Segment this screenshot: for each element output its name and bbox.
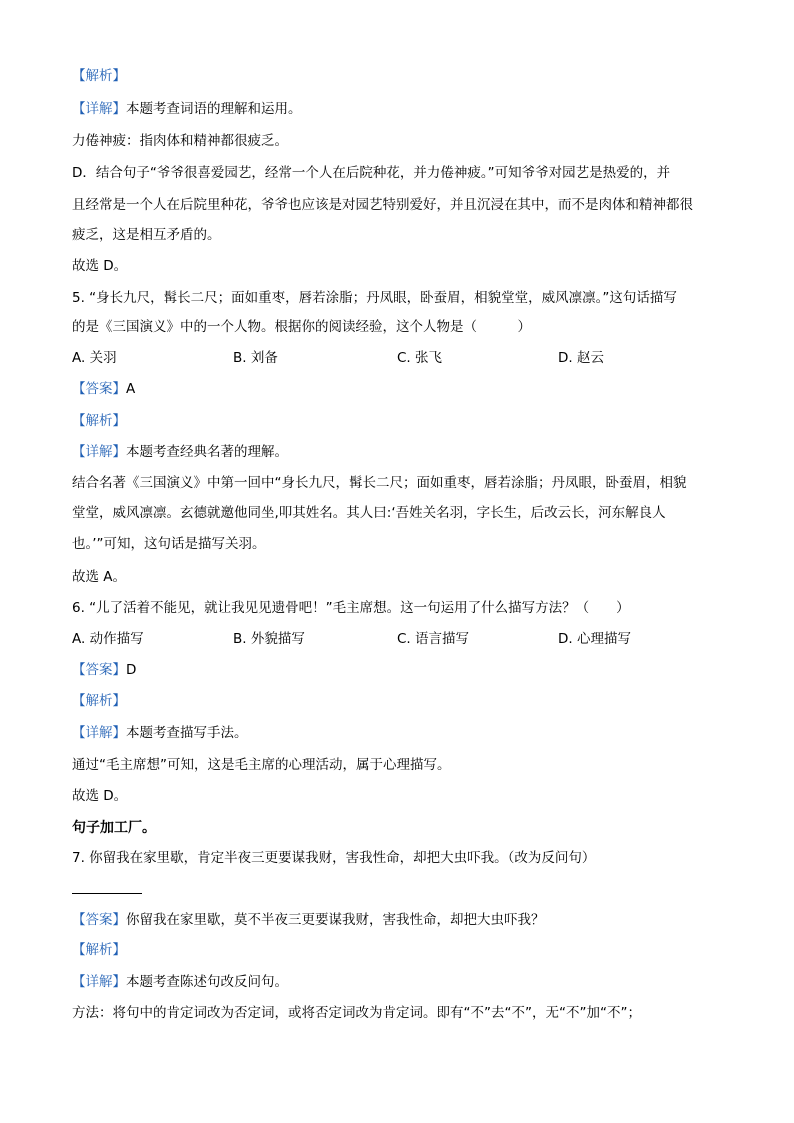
answer-line: 【答案】你留我在家里歇，莫不半夜三更要谋我财，害我性命，却把大虫吓我？ xyxy=(72,912,545,928)
detail-line: 【详解】本题考查词语的理解和运用。 xyxy=(72,101,302,117)
text-line: 方法：将句中的肯定词改为否定词，或将否定词改为肯定词。即有“不”去“不”，无“不”加“不”； xyxy=(72,1005,641,1021)
q6-option-b: B. 外貌描写 xyxy=(233,631,305,647)
detail-line: 【详解】本题考查陈述句改反问句。 xyxy=(72,974,288,990)
q5-option-d: D. 赵云 xyxy=(558,350,604,366)
answer-line: 【答案】D xyxy=(72,662,137,678)
detail-line: 【详解】本题考查描写手法。 xyxy=(72,725,248,741)
conclusion-line: 故选 A。 xyxy=(72,569,127,585)
q6-option-c: C. 语言描写 xyxy=(397,631,470,647)
text-line: D．结合句子“爷爷很喜爱园艺，经常一个人在后院种花，并力倦神疲。”可知爷爷对园艺是热爱的，并 xyxy=(72,165,671,181)
question-5-cont: 的是《三国演义》中的一个人物。根据你的阅读经验，这个人物是（ ） xyxy=(72,319,531,335)
answer-blank-line xyxy=(72,893,142,894)
question-7: 7. 你留我在家里歇，肯定半夜三更要谋我财，害我性命，却把大虫吓我。（改为反问句） xyxy=(72,850,596,866)
text-line: 堂堂，威风凛凛。玄德就邀他同坐,叩其姓名。其人曰:‘吾姓关名羽，字长生，后改云长，河东解良人 xyxy=(72,505,666,521)
text-line: 通过“毛主席想”可知，这是毛主席的心理活动，属于心理描写。 xyxy=(72,757,451,773)
analysis-label: 【解析】 xyxy=(72,942,126,958)
analysis-label: 【解析】 xyxy=(72,693,126,709)
text-line: 疲乏，这是相互矛盾的。 xyxy=(72,227,221,243)
text-line: 力倦神疲：指肉体和精神都很疲乏。 xyxy=(72,133,288,149)
q5-option-a: A. 关羽 xyxy=(72,350,117,366)
text-line: 也。’”可知，这句话是描写关羽。 xyxy=(72,536,266,552)
detail-line: 【详解】本题考查经典名著的理解。 xyxy=(72,444,288,460)
conclusion-line: 故选 D。 xyxy=(72,258,128,274)
text-line: 且经常是一个人在后院里种花，爷爷也应该是对园艺特别爱好，并且沉浸在其中，而不是肉体和精神都很 xyxy=(72,197,693,213)
analysis-label: 【解析】 xyxy=(72,68,126,84)
answer-line: 【答案】A xyxy=(72,381,136,397)
q5-option-c: C. 张飞 xyxy=(397,350,443,366)
q6-option-a: A. 动作描写 xyxy=(72,631,144,647)
q6-option-d: D. 心理描写 xyxy=(558,631,631,647)
section-title: 句子加工厂。 xyxy=(72,820,156,836)
text-line: 结合名著《三国演义》中第一回中“身长九尺，髯长二尺；面如重枣，唇若涂脂；丹凤眼，卧蚕眉，相貌 xyxy=(72,475,687,491)
question-5: 5. “身长九尺，髯长二尺；面如重枣，唇若涂脂；丹凤眼，卧蚕眉，相貌堂堂，威风凛凛。”这句话描写 xyxy=(72,290,677,306)
conclusion-line: 故选 D。 xyxy=(72,788,128,804)
question-6: 6. “儿了活着不能见，就让我见见遗骨吧！”毛主席想。这一句运用了什么描写方法？（ ） xyxy=(72,600,630,616)
analysis-label: 【解析】 xyxy=(72,413,126,429)
q5-option-b: B. 刘备 xyxy=(233,350,278,366)
